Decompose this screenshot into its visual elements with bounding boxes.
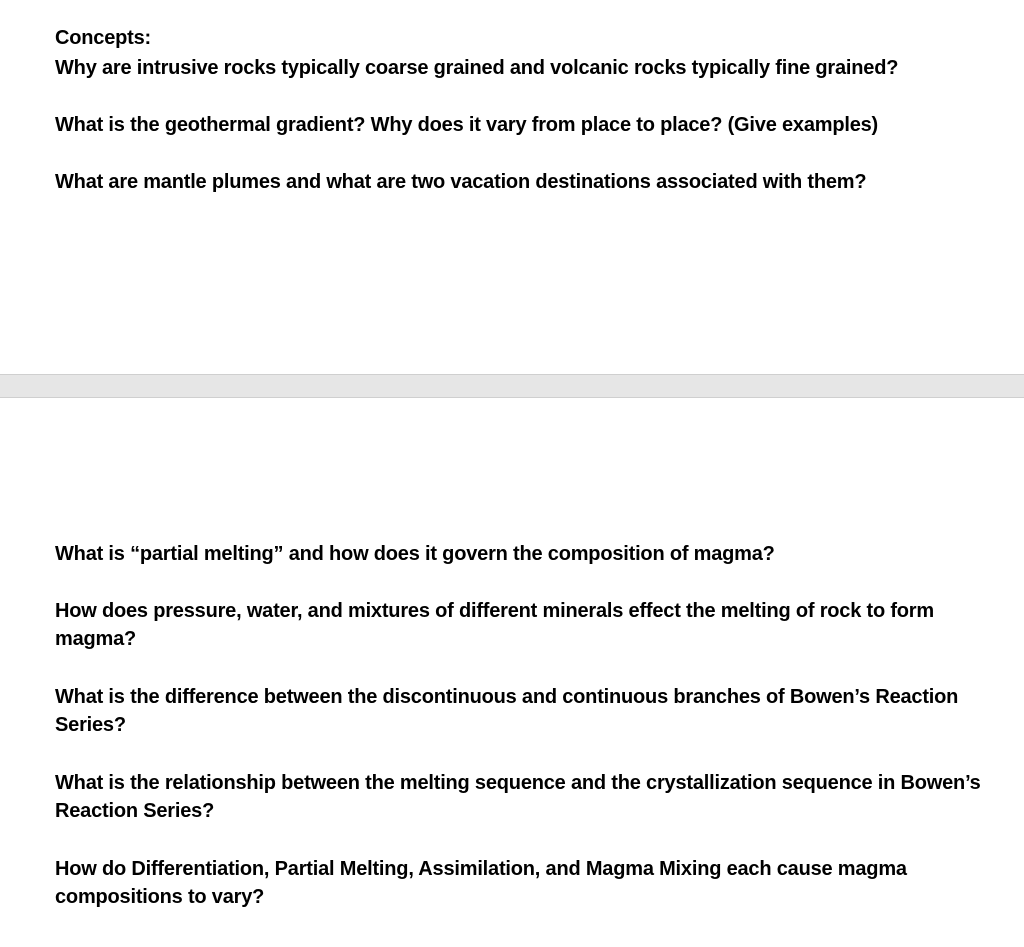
question-magma-compositions: How do Differentiation, Partial Melting, Assimilation, and Magma Mixing each cause magma compositions to vary? <box>55 858 907 908</box>
question-pressure-water: How does pressure, water, and mixtures of different minerals effect the melting of rock to form magma? <box>55 600 934 650</box>
question-partial-melting: What is “partial melting” and how does it govern the composition of magma? <box>55 543 775 565</box>
question-intrusive-rocks: Why are intrusive rocks typically coarse grained and volcanic rocks typically fine grained? <box>55 57 899 79</box>
question-bowens-branches: What is the difference between the discontinuous and continuous branches of Bowen’s Reaction Series? <box>55 686 959 736</box>
question-geothermal-gradient: What is the geothermal gradient? Why does it vary from place to place? (Give examples) <box>55 114 879 136</box>
question-melting-crystallization: What is the relationship between the melting sequence and the crystallization sequence in Bowen’s Reaction Series? <box>55 772 981 822</box>
document-page-2 <box>0 398 1024 947</box>
document-page-1 <box>0 0 1024 374</box>
question-mantle-plumes: What are mantle plumes and what are two vacation destinations associated with them? <box>55 171 867 193</box>
concepts-heading: Concepts: <box>55 27 151 49</box>
page-separator <box>0 374 1024 398</box>
